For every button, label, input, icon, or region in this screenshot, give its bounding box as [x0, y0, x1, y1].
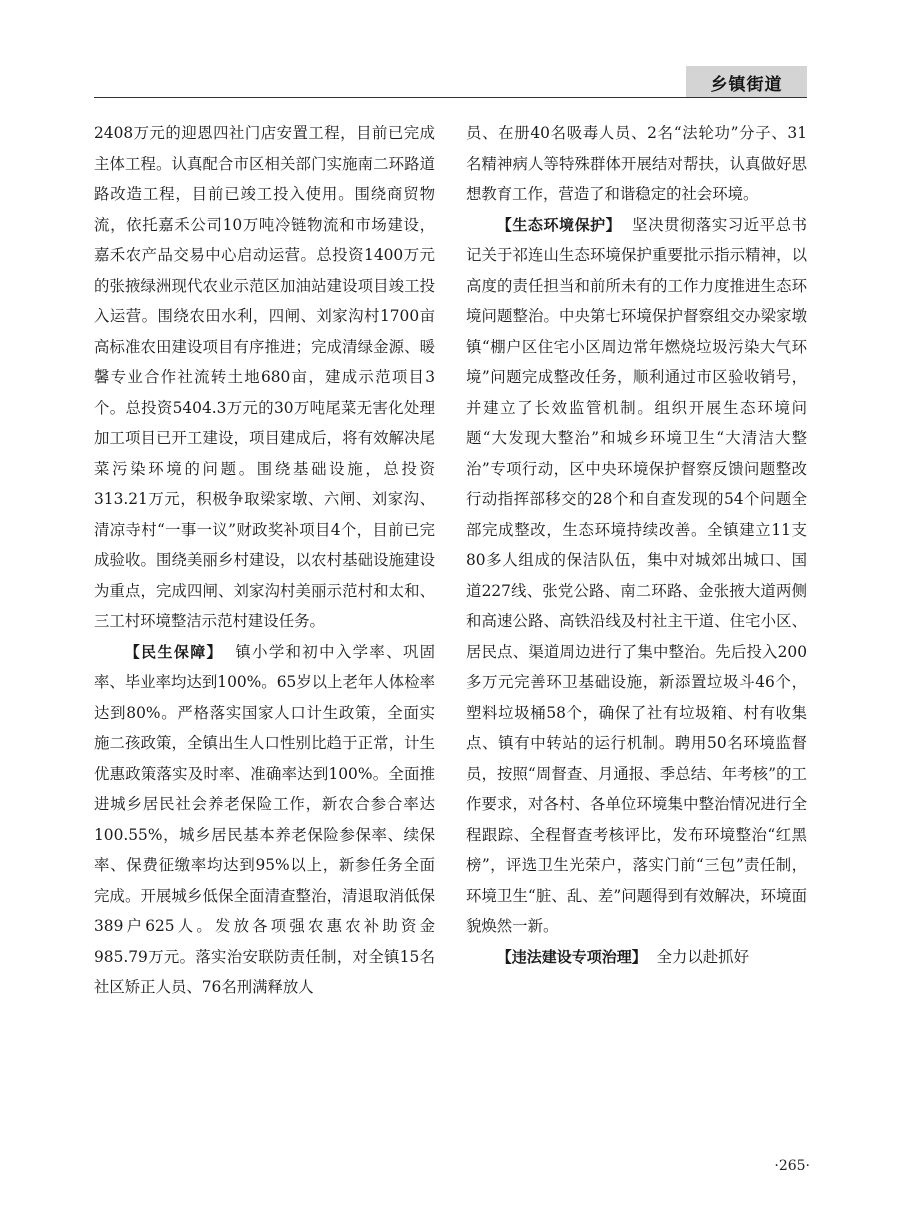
- right-paragraph-3: [466, 942, 807, 973]
- page-number: ·265·: [774, 1158, 810, 1174]
- right-paragraph-1: 员、在册40名吸毒人员、2名“法轮功”分子、31名精神病人等特殊群体开展结对帮扶，认真做好思想教育工作，营造了和谐稳定的社会环境。: [466, 124, 807, 203]
- illegal-construction-text: 全力以赴抓好: [656, 947, 749, 966]
- livelihood-text: 镇小学和初中入学率、巩固率、毕业率均达到100%。65岁以上老年人体检率达到80%。严格落实国家人口计生政策，全面实施二孩政策，全镇出生人口性别比趋于正常，计生优惠政策落实及时率、准确率达到100%。全面推进城乡居民社会养老保险工作，新农合参合率达100.55%，城乡居民基本养老保险参保率、续保率、保费征缴率均达到95%以上，新参任务全面完成。开展城乡低保全面清查整治，清退取消低保389户625人。发放各项强农惠农补助资金985.79万元。落实治安联防责任制，对全镇15名社区矫正人员、76名刑满释放人: [94, 642, 435, 996]
- section-heading-illegal-construction: 【违法建设专项治理】: [496, 947, 647, 966]
- section-title: 乡镇街道: [710, 74, 783, 95]
- left-paragraph-2: [94, 637, 435, 1003]
- header-divider: [94, 97, 807, 98]
- right-column: [466, 118, 807, 972]
- section-heading-livelihood: 【民生保障】: [124, 642, 223, 661]
- section-heading-ecology: 【生态环境保护】: [496, 215, 622, 234]
- right-paragraph-2: [466, 210, 807, 942]
- left-column: [94, 118, 435, 1003]
- section-title-tab: [686, 66, 807, 98]
- ecology-text: 坚决贯彻落实习近平总书记关于祁连山生态环境保护重要批示指示精神，以高度的责任担当和前所未有的工作力度推进生态环境问题整治。中央第七环境保护督察组交办梁家墩镇“棚户区住宅小区周边常年燃烧垃圾污染大气环境”问题完成整改任务，顺利通过市区验收销号，并建立了长效监管机制。组织开展生态环境问题“大发现大整治”和城乡环境卫生“大清洁大整治”专项行动，区中央环境保护督察反馈问题整改行动指挥部移交的28个和自查发现的54个问题全部完成整改，生态环境持续改善。全镇建立11支80多人组成的保洁队伍，集中对城郊出城口、国道227线、张党公路、南二环路、金张掖大道两侧和高速公路、高铁沿线及村社主干道、住宅小区、居民点、渠道周边进行了集中整治。先后投入200多万元完善环卫基础设施，新添置垃圾斗46个，塑料垃圾桶58个，确保了社有垃圾箱、村有收集点、镇有中转站的运行机制。聘用50名环境监督员，按照“周督查、月通报、季总结、年考核”的工作要求，对各村、各单位环境集中整治情况进行全程跟踪、全程督查考核评比，发布环境整治“红黑榜”，评选卫生光荣户，落实门前“三包”责任制，环境卫生“脏、乱、差”问题得到有效解决，环境面貌焕然一新。: [466, 215, 807, 935]
- left-paragraph-1: 2408万元的迎恩四社门店安置工程，目前已完成主体工程。认真配合市区相关部门实施南二环路道路改造工程，目前已竣工投入使用。围绕商贸物流，依托嘉禾公司10万吨冷链物流和市场建设，嘉禾农产品交易中心启动运营。总投资1400万元的张掖绿洲现代农业示范区加油站建设项目竣工投入运营。围绕农田水利，四闸、刘家沟村1700亩高标准农田建设项目有序推进；完成清绿金源、暖馨专业合作社流转土地680亩，建成示范项目3个。总投资5404.3万元的30万吨尾菜无害化处理加工项目已开工建设，项目建成后，将有效解决尾菜污染环境的问题。围绕基础设施，总投资313.21万元，积极争取梁家墩、六闸、刘家沟、清凉寺村“一事一议”财政奖补项目4个，目前已完成验收。围绕美丽乡村建设，以农村基础设施建设为重点，完成四闸、刘家沟村美丽示范村和太和、三工村环境整洁示范村建设任务。: [94, 124, 435, 630]
